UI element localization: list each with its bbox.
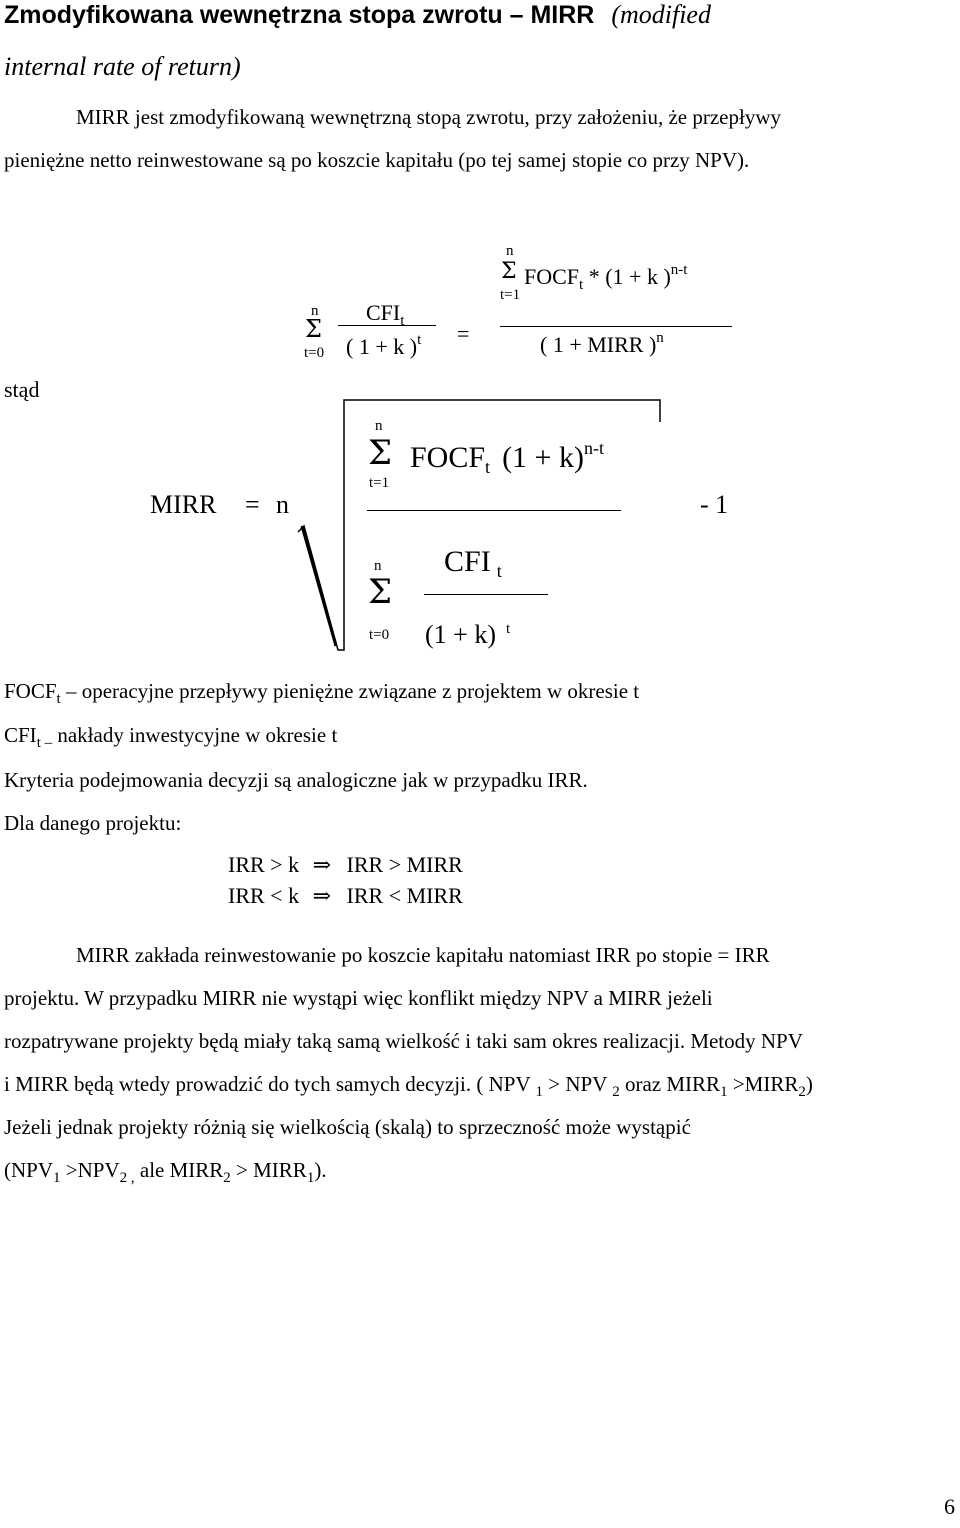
f1-fraction-line (338, 325, 436, 326)
f2-cfi-sub: t (496, 561, 502, 581)
f1-r-num (524, 262, 687, 294)
intro-line-1: MIRR jest zmodyfikowaną wewnętrzną stopą zwrotu, przy założeniu, że przepływy (76, 105, 782, 129)
def-criteria: Kryteria podejmowania decyzji są analogiczne jak w przypadku IRR. (4, 768, 588, 792)
f1-den-sup: t (417, 332, 422, 348)
f1-sum-top: n (311, 303, 319, 319)
rule-2 (228, 883, 463, 909)
f2-num-sup: n-t (583, 438, 604, 458)
c6-s4: 1 (306, 1170, 315, 1186)
c6-s3: 2 (223, 1170, 231, 1186)
def-cfi-sub: t – (36, 735, 53, 751)
rule-1 (228, 852, 463, 878)
f2-focf: FOCF (410, 441, 486, 474)
rule-1-left: IRR > k (228, 852, 300, 877)
c4-e: ) (805, 1072, 813, 1096)
f1-equals: = (457, 321, 470, 346)
rule-2-right: IRR < MIRR (346, 883, 463, 908)
f1-r-sum-bottom: t=1 (500, 287, 521, 303)
c6-a: (NPV (4, 1158, 54, 1182)
f2-focf-sub: t (485, 457, 491, 477)
f2-den-factor (425, 620, 510, 650)
c4-s3: 1 (720, 1084, 728, 1100)
f1-r-num-sup: n-t (670, 262, 688, 278)
c6-s2: 2 , (119, 1170, 135, 1186)
f2-minus-one: - 1 (700, 490, 729, 519)
f2-fraction-line (367, 510, 621, 511)
f1-r-focf: FOCF (524, 264, 580, 289)
f2-num (410, 438, 604, 478)
conclusion-line-6 (4, 1149, 327, 1200)
c4-s2: 2 (612, 1084, 620, 1100)
def-focf-sub: t (56, 691, 61, 707)
def-cfi-desc: nakłady inwestycyjne w okresie t (52, 723, 338, 747)
rule-2-left: IRR < k (228, 883, 300, 908)
f2-inner-fraction-line (424, 594, 548, 595)
sigma-icon: Σ (305, 315, 322, 343)
c6-d: > MIRR (230, 1158, 307, 1182)
sigma-icon: Σ (368, 433, 393, 473)
f1-r-den-sup: n (656, 330, 664, 346)
c6-e: ). (314, 1158, 327, 1182)
f2-mirr-label: MIRR (150, 490, 217, 519)
f1-r-den (540, 330, 664, 358)
f1-cfi-sub: t (400, 313, 405, 329)
f1-cfi-text: CFI (366, 300, 401, 325)
heading-italic-2: internal rate of return) (4, 52, 241, 81)
def-cfi (4, 714, 337, 765)
c6-b: >NPV (60, 1158, 120, 1182)
f1-den (346, 332, 421, 360)
conclusion-line-5: Jeżeli jednak projekty różnią się wielkością (skalą) to sprzeczność może wystąpić (4, 1115, 691, 1139)
intro-line-2: pieniężne netto reinwestowane są po koszcie kapitału (po tej samej stopie co przy NPV). (4, 148, 750, 172)
f2-den-sup: t (505, 621, 511, 637)
f2-num-sum-bottom: t=1 (369, 475, 390, 491)
f2-den-sum-top: n (374, 558, 382, 574)
f1-sum-bottom: t=0 (304, 345, 325, 361)
c6-s1: 1 (53, 1170, 61, 1186)
f1-r-focf-sub: t (579, 277, 584, 293)
rule-1-right: IRR > MIRR (346, 852, 463, 877)
c6-c: ale MIRR (134, 1158, 224, 1182)
c4-d: >MIRR (727, 1072, 799, 1096)
f2-den-factor-text: (1 + k) (425, 620, 496, 649)
radical-icon (290, 396, 670, 658)
f1-r-sum-top: n (506, 243, 514, 259)
def-focf-desc: – operacyjne przepływy pieniężne związane z projektem w okresie t (60, 679, 640, 703)
def-project: Dla danego projektu: (4, 811, 182, 835)
f1-r-fraction-line (500, 326, 732, 327)
page-heading (4, 0, 711, 30)
implies-arrow-icon: ⇒ (312, 853, 332, 878)
f2-num-sum-top: n (375, 418, 383, 434)
f2-cfi: CFI (444, 545, 491, 578)
c4-c: oraz MIRR (619, 1072, 721, 1096)
conclusion-line-3: rozpatrywane projekty będą miały taką samą wielkość i taki sam okres realizacji. Metody NPV (4, 1029, 803, 1053)
c4-a: i MIRR będą wtedy prowadzić do tych samych decyzji. ( NPV (4, 1072, 536, 1096)
c4-s4: 2 (798, 1084, 806, 1100)
f1-r-num-rest: * (1 + k ) (583, 264, 671, 289)
def-focf-term: FOCF (4, 679, 57, 703)
f2-den-sum-bottom: t=0 (369, 627, 390, 643)
conclusion-line-2: projektu. W przypadku MIRR nie wystąpi więc konflikt między NPV a MIRR jeżeli (4, 986, 713, 1010)
page-number: 6 (944, 1494, 955, 1519)
sigma-icon: Σ (368, 572, 393, 612)
f2-den-cfi (444, 545, 502, 582)
f2-equals: = (245, 490, 260, 519)
conclusion-line-1: MIRR zakłada reinwestowanie po koszcie kapitału natomiast IRR po stopie = IRR (76, 943, 770, 967)
f2-root-index: n (276, 490, 289, 519)
f2-num-factor: (1 + k) (502, 441, 584, 474)
def-cfi-term: CFI (4, 723, 37, 747)
heading-bold: Zmodyfikowana wewnętrzna stopa zwrotu – MIRR (4, 1, 595, 29)
f1-den-text: ( 1 + k ) (346, 334, 418, 359)
sigma-icon: Σ (501, 259, 517, 284)
c4-s1: 1 (535, 1084, 543, 1100)
stad-label: stąd (4, 377, 40, 402)
f1-r-den-text: ( 1 + MIRR ) (540, 332, 657, 357)
implies-arrow-icon: ⇒ (312, 884, 332, 909)
heading-italic-1: (modified (611, 0, 711, 29)
c4-b: > NPV (543, 1072, 613, 1096)
